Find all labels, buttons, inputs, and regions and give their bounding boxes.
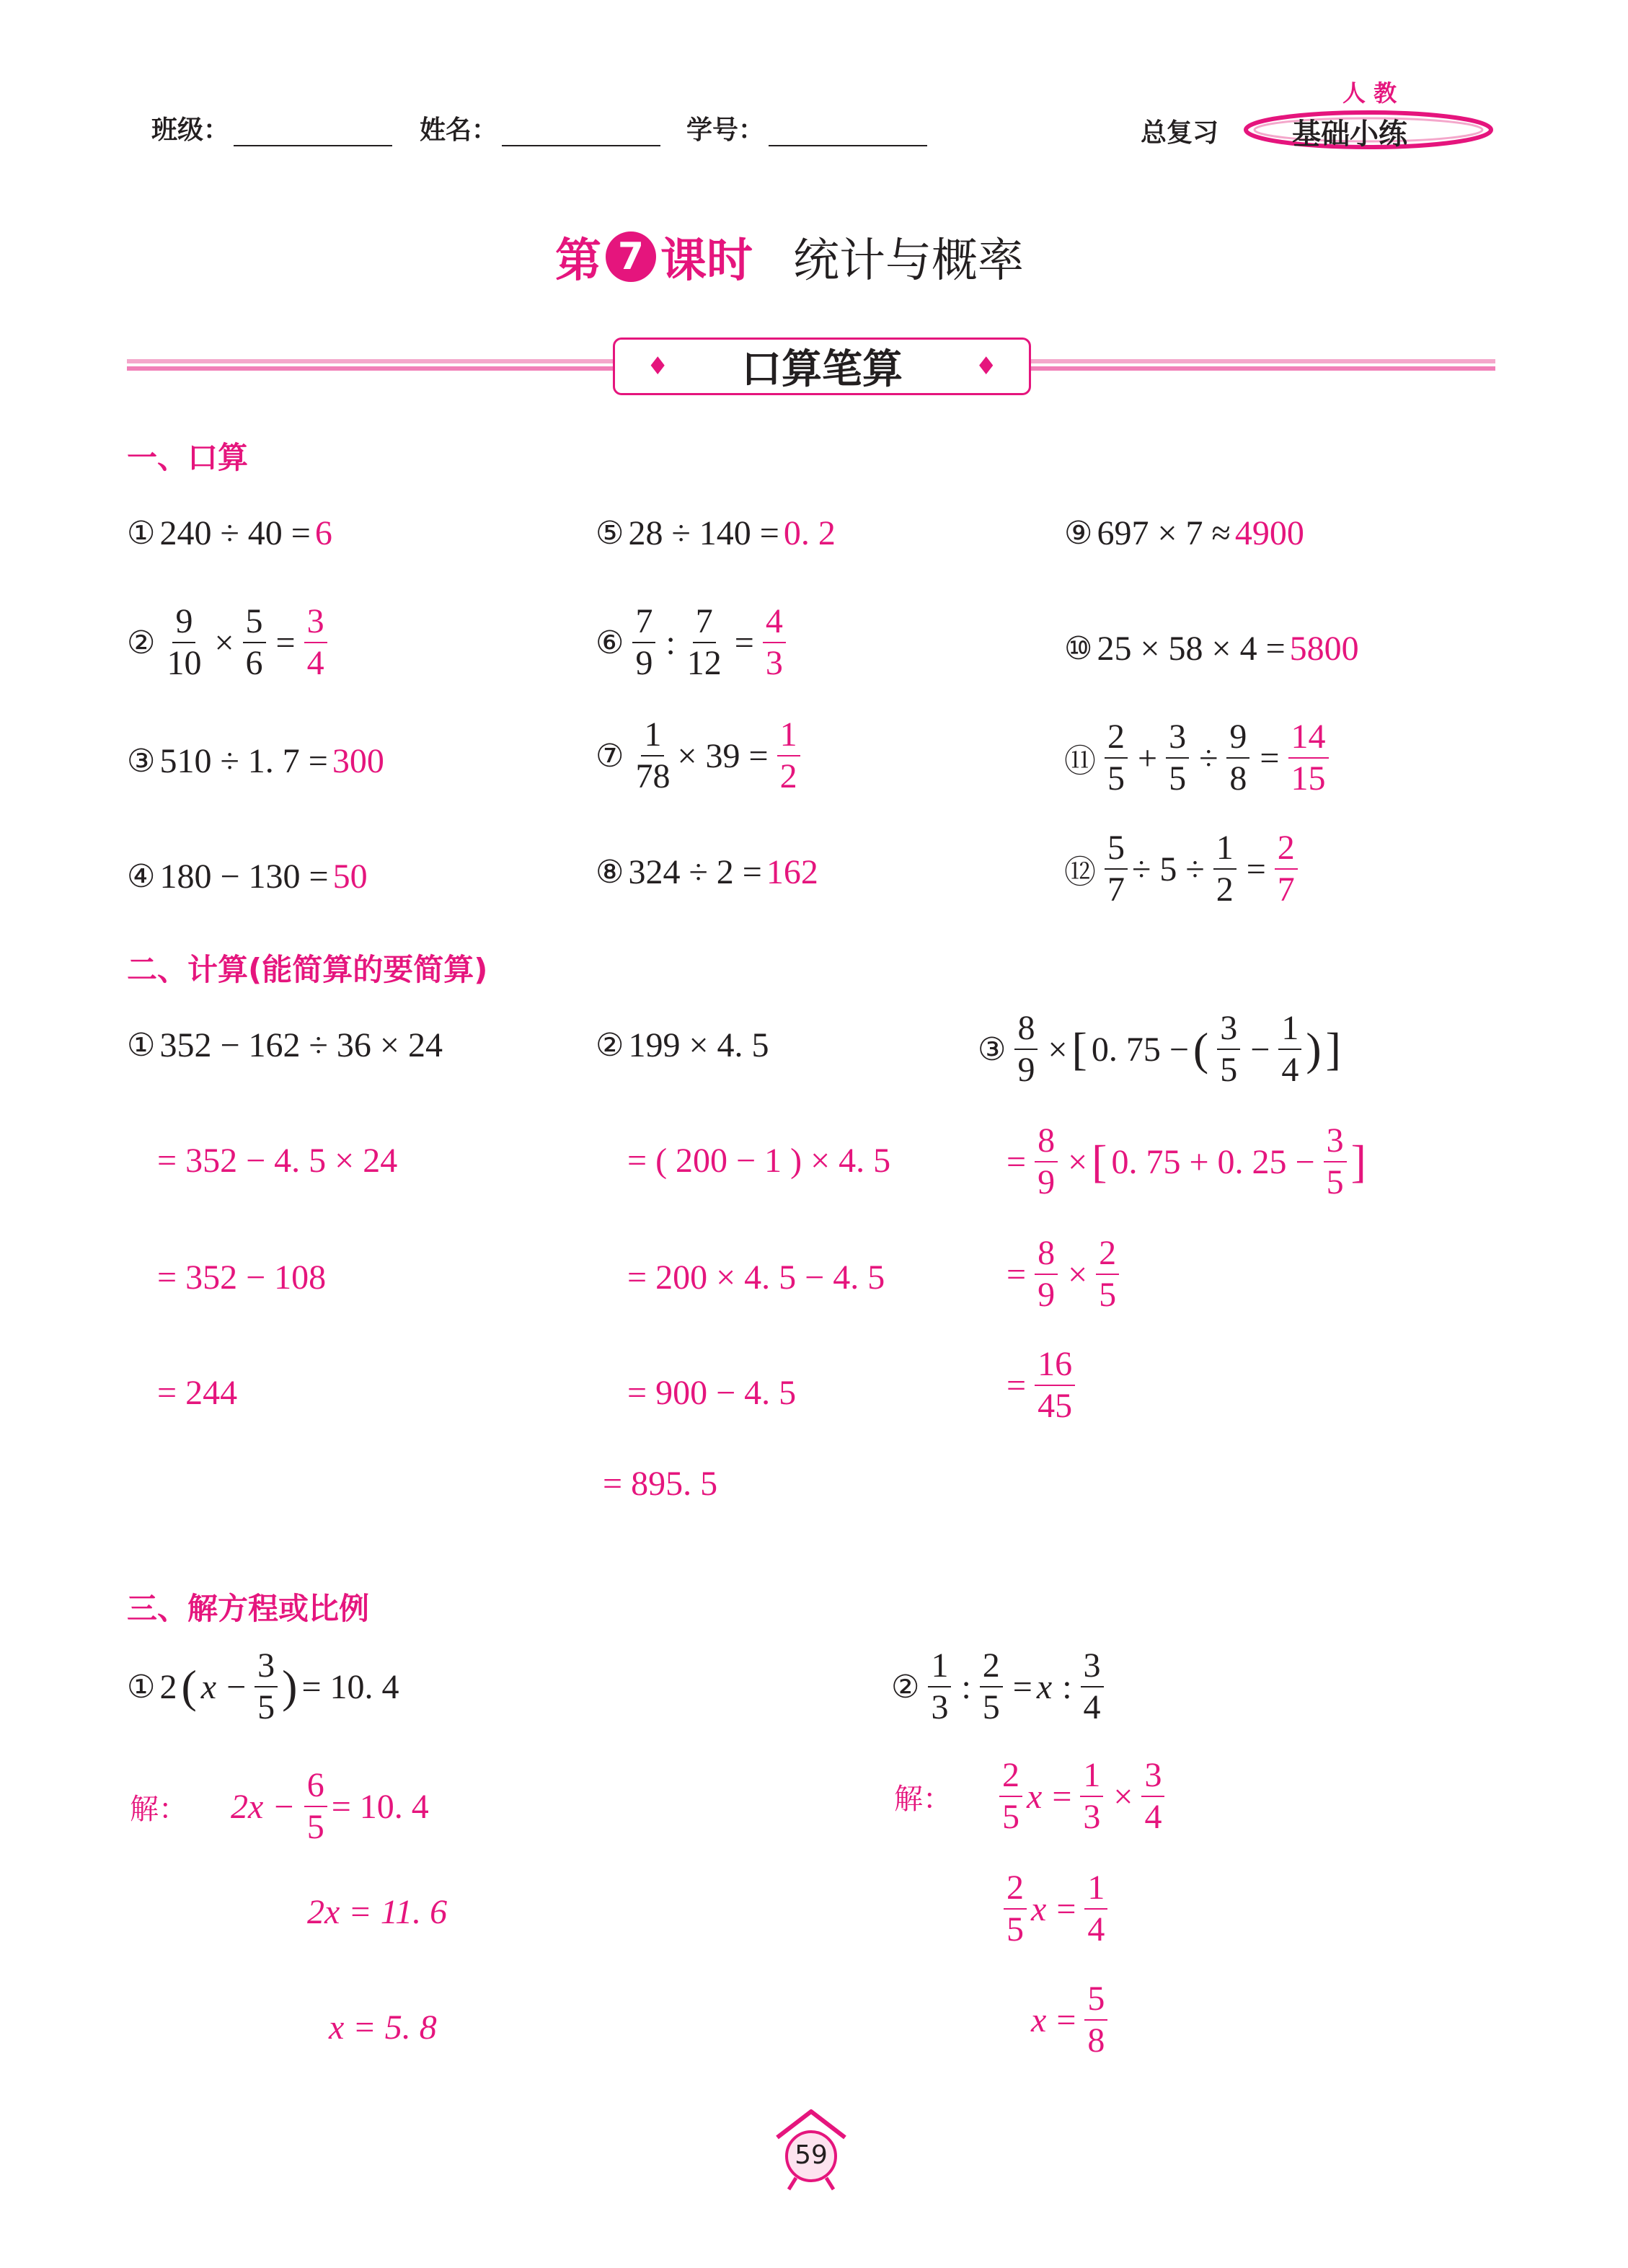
fraction: $\frac{6}{5}$ [304,1768,327,1845]
expression: 697 × 7 ≈ [1097,514,1231,552]
fraction: $\frac{5}{7}$ [1105,831,1128,907]
lesson-number-badge: 7 [606,231,656,282]
item-number: ① [127,515,156,552]
calc-2-problem [596,1025,774,1065]
item-number: ⑧ [596,854,624,891]
calc-1-step-1: = 352 − 4. 5 × 24 [157,1142,398,1180]
review-label: 总复习 [1141,118,1219,148]
fraction: $\frac{8}{9}$ [1035,1236,1058,1312]
answer: 0. 2 [783,514,836,552]
diamond-icon: ♦ [975,352,997,381]
fraction: $\frac{9}{10}$ [167,602,202,682]
expression: 199 × 4. 5 [628,1026,769,1064]
variable: x [1031,2000,1047,2039]
fraction: $\frac{7}{9}$ [632,604,655,681]
fraction: $\frac{1}{3}$ [1080,1758,1103,1835]
answer-fraction: $\frac{14}{15}$ [1288,720,1329,796]
expression: 180 − 130 = [159,857,329,896]
item-number: ⑥ [596,624,624,661]
diamond-icon: ♦ [647,352,669,381]
equation-1-step-2: 2x = 11. 6 [307,1893,448,1931]
class-field [151,110,392,146]
equation-1-problem: ① 2 ( x − $\frac{3}{5}$ ) = 10. 4 [127,1646,399,1726]
answer-fraction: $\frac{3}{4}$ [304,604,327,681]
class-blank[interactable] [234,123,392,146]
expression: × 39 = [677,736,769,775]
id-blank[interactable] [769,123,927,146]
oral-item-4 [127,857,372,896]
calc-3-problem: ③ $\frac{8}{9}$ × [ 0. 75 − ( $\frac{3}{5}$ − $\frac{1}{4}$ ) ] [978,1009,1341,1089]
expression: 240 ÷ 40 = [159,514,311,552]
calc-2-step-2: = 200 × 4. 5 − 4. 5 [627,1258,885,1297]
calc-3-step-2: = $\frac{8}{9}$ × $\frac{2}{5}$ [1007,1236,1123,1312]
item-number: ② [127,624,156,661]
oral-item-12: ⑫ $\frac{5}{7}$ ÷ 5 ÷ $\frac{1}{2}$ = $\frac{2}{7}$ [1064,831,1302,907]
answer: 6 [314,514,332,552]
answer-fraction: $\frac{1}{2}$ [777,718,800,794]
fraction: $\frac{2}{5}$ [999,1758,1022,1835]
section-equations: 三、解方程或比例 [127,1591,370,1626]
item-number: ③ [127,743,156,780]
answer: 4900 [1234,514,1304,552]
oral-item-9 [1064,513,1309,553]
solution-label: 解： [130,1792,187,1826]
variable: x [200,1667,217,1706]
expression: ÷ 5 ÷ [1132,850,1205,888]
brand-badge [1242,75,1495,154]
calc-3-step-3: = $\frac{16}{45}$ [1007,1347,1079,1424]
section-calculation: 二、计算(能简算的要简算) [127,952,488,987]
fraction: $\frac{1}{4}$ [1278,1011,1301,1087]
title-topic: 统计与概率 [793,234,1024,288]
banner-box [613,337,1031,395]
item-number: ① [127,1027,156,1064]
answer: 300 [332,742,384,780]
expression: 324 ÷ 2 = [628,853,762,891]
calc-2-step-1: = ( 200 − 1 ) × 4. 5 [627,1142,891,1180]
oral-item-10 [1064,629,1363,669]
expression: 2x − [231,1787,296,1826]
fraction: $\frac{2}{5}$ [1004,1871,1027,1947]
edition-label: 人 教 [1342,79,1397,107]
banner-label: 口算笔算 [741,346,903,393]
item-number: ④ [127,858,156,895]
section-oral: 一、口算 [127,440,249,475]
item-number: ① [127,1668,156,1706]
item-number: ⑪ [1064,743,1096,780]
fraction: $\frac{2}{5}$ [980,1649,1003,1725]
answer: 50 [332,857,368,896]
answer: 162 [766,853,818,891]
fraction: $\frac{1}{4}$ [1084,1871,1107,1947]
expression: 510 ÷ 1. 7 = [159,742,328,780]
item-number: ⑤ [596,515,624,552]
right-hand-side: = 10. 4 [301,1667,399,1706]
equation-2-step-2: $\frac{2}{5}$ x = $\frac{1}{4}$ [999,1871,1112,1947]
coefficient: 2 [159,1667,177,1706]
name-blank[interactable] [502,123,660,146]
variable: x [1031,1889,1047,1928]
right-hand-side: = 10. 4 [331,1787,429,1826]
answer-fraction: $\frac{4}{3}$ [763,604,786,681]
oral-item-8 [596,852,823,892]
expression: 25 × 58 × 4 = [1097,630,1286,668]
oral-item-1 [127,513,337,553]
equation-1-step-3: x = 5. 8 [329,2008,437,2047]
title-di: 第 [555,234,601,288]
fraction: $\frac{3}{5}$ [1166,720,1189,796]
variable: x [1036,1667,1053,1706]
fraction: $\frac{5}{6}$ [243,604,266,681]
oral-item-7 [596,715,805,795]
equation-1-step-1 [130,1768,433,1845]
fraction: $\frac{8}{9}$ [1014,1011,1038,1087]
fraction: $\frac{8}{9}$ [1035,1124,1058,1200]
brand-label: 基础小练 [1292,118,1407,151]
calc-1-problem [127,1025,447,1065]
fraction: $\frac{1}{78}$ [635,715,671,795]
fraction: $\frac{3}{4}$ [1081,1649,1104,1725]
fraction: $\frac{2}{5}$ [1105,720,1128,796]
fraction: $\frac{1}{2}$ [1213,831,1237,907]
expression: 0. 75 + 0. 25 − [1111,1142,1315,1181]
fraction: $\frac{3}{5}$ [255,1649,278,1725]
item-number: ② [891,1668,920,1706]
fraction: $\frac{1}{3}$ [928,1649,951,1725]
expression: 352 − 162 ÷ 36 × 24 [159,1026,443,1064]
equation-2-problem: ② $\frac{1}{3}$ : $\frac{2}{5}$ = x : $\frac{3}{4}$ [891,1649,1108,1725]
fraction: $\frac{3}{5}$ [1324,1124,1347,1200]
answer-fraction: $\frac{2}{7}$ [1275,831,1298,907]
expression: 0. 75 − [1091,1030,1189,1069]
item-number: ② [596,1027,624,1064]
oral-item-2: ② $\frac{9}{10}$ × $\frac{5}{6}$ = $\frac{3}{4}$ [127,604,332,681]
student-id-field [686,110,927,146]
oral-item-11: ⑪ $\frac{2}{5}$ + $\frac{3}{5}$ ÷ $\frac{9}{8}$ = $\frac{14}{15}$ [1064,720,1333,796]
fraction: $\frac{9}{8}$ [1226,720,1249,796]
page-number: 59 [795,2140,828,2170]
fraction: $\frac{2}{5}$ [1096,1236,1119,1312]
name-label: 姓名： [420,115,498,145]
calc-2-step-4: = 895. 5 [603,1465,718,1503]
item-number: ⑩ [1064,630,1093,667]
answer-fraction: $\frac{16}{45}$ [1035,1347,1075,1424]
equation-2-step-3: x = $\frac{5}{8}$ [1031,1982,1112,2058]
answer: 5800 [1289,630,1359,668]
calc-2-step-3: = 900 − 4. 5 [627,1374,797,1412]
item-number: ⑫ [1064,854,1096,891]
calc-1-step-2: = 352 − 108 [157,1258,327,1297]
title-keshi: 课时 [660,234,753,288]
fraction: $\frac{3}{4}$ [1141,1758,1164,1835]
oral-item-5 [596,513,840,553]
page-number-badge [771,2106,851,2192]
id-label: 学号： [686,115,765,145]
variable: x [1027,1777,1043,1816]
calc-3-step-1: = $\frac{8}{9}$ × [ 0. 75 + 0. 25 − $\frac{3}{5}$ ] [1007,1121,1366,1201]
lesson-title [555,224,1024,290]
oral-item-3 [127,741,389,781]
item-number: ⑨ [1064,515,1093,552]
item-number: ③ [978,1031,1007,1068]
solution-label: 解： [894,1782,952,1816]
fraction: $\frac{3}{5}$ [1217,1011,1240,1087]
fraction: $\frac{7}{12}$ [686,602,722,682]
item-number: ⑦ [596,737,624,775]
name-field [420,110,660,146]
calc-1-step-3: = 244 [157,1374,238,1412]
answer-fraction: $\frac{5}{8}$ [1084,1982,1107,2058]
class-label: 班级： [151,115,230,145]
oral-item-6: ⑥ $\frac{7}{9}$ : $\frac{7}{12}$ = $\frac{4}{3}$ [596,604,790,681]
expression: 28 ÷ 140 = [628,514,779,552]
equation-2-step-1: 解： $\frac{2}{5}$ x = $\frac{1}{3}$ × $\frac{3}{4}$ [894,1758,1169,1835]
